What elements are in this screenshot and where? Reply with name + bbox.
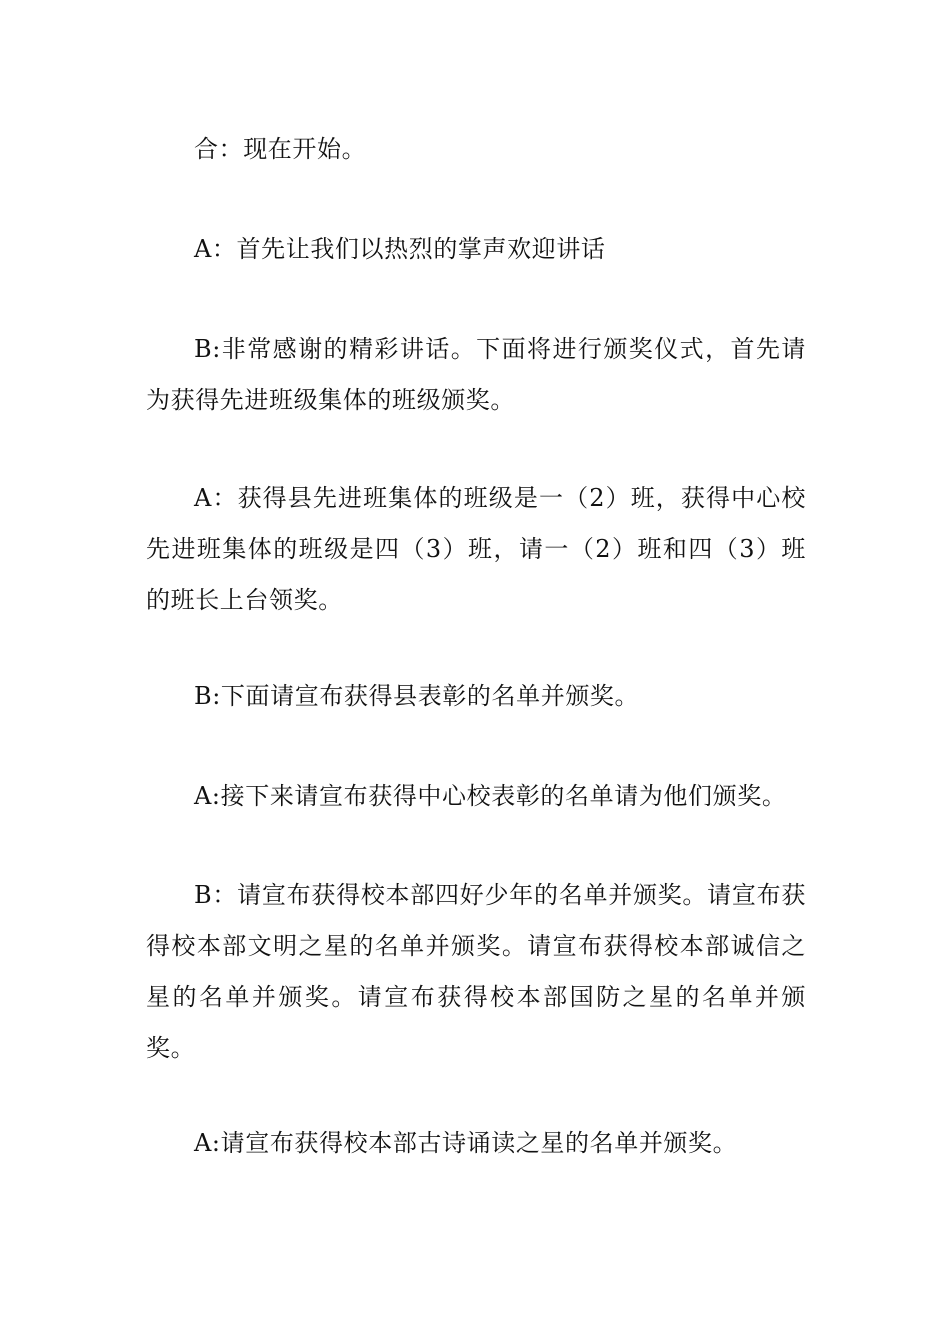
paragraph-8: A:请宣布获得校本部古诗诵读之星的名单并颁奖。 — [194, 1129, 738, 1157]
paragraph-5: B:下面请宣布获得县表彰的名单并颁奖。 — [194, 682, 640, 710]
paragraph-1: 合：现在开始。 — [194, 135, 367, 163]
paragraph-3: B:非常感谢的精彩讲话。下面将进行颁奖仪式，首先请为获得先进班级集体的班级颁奖。 — [146, 335, 806, 414]
paragraph-7: B：请宣布获得校本部四好少年的名单并颁奖。请宣布获得校本部文明之星的名单并颁奖。请宣布获得校本部诚信之星的名单并颁奖。请宣布获得校本部国防之星的名单并颁奖。 — [146, 881, 806, 1062]
paragraph-6: A:接下来请宣布获得中心校表彰的名单请为他们颁奖。 — [194, 782, 787, 810]
paragraph-2: A：首先让我们以热烈的掌声欢迎讲话 — [194, 235, 606, 263]
paragraph-4: A：获得县先进班集体的班级是一（2）班，获得中心校先进班集体的班级是四（3）班，请一（2）班和四（3）班的班长上台领奖。 — [146, 484, 806, 614]
